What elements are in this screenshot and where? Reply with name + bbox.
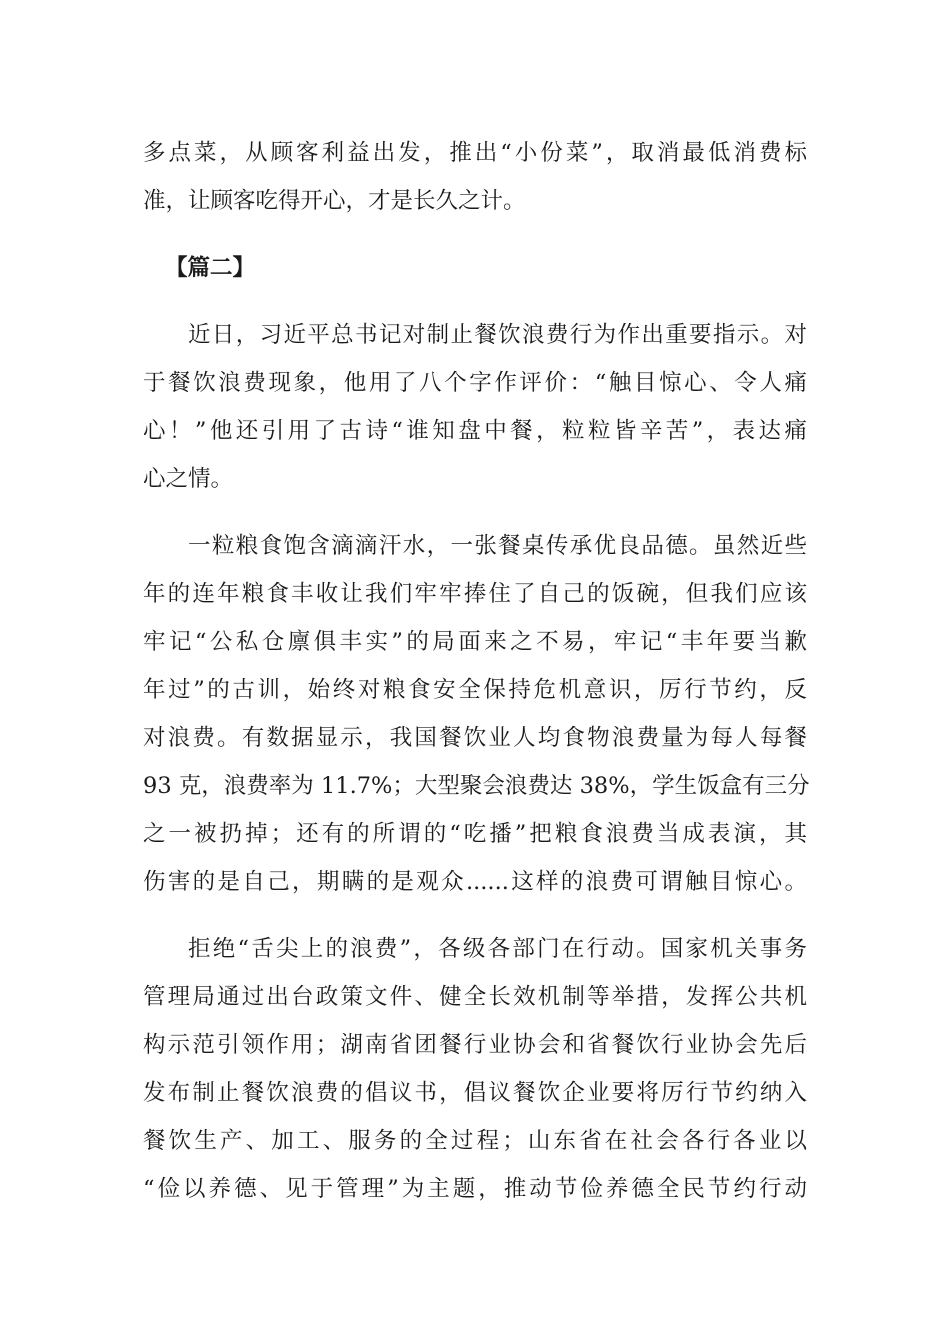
paragraph-3 xyxy=(143,925,807,1213)
text-line: 对浪费。有数据显示，我国餐饮业人均食物浪费量为每人每餐 xyxy=(143,725,807,751)
text-line: 93 克，浪费率为 11.7%；大型聚会浪费达 38%，学生饭盒有三分 xyxy=(143,773,810,799)
text-line: 管理局通过出台政策文件、健全长效机制等举措，发挥公共机 xyxy=(143,984,807,1010)
text-line: 餐饮生产、加工、服务的全过程；山东省在社会各行各业以 xyxy=(143,1128,807,1154)
continuation-paragraph xyxy=(143,129,807,225)
text-line: 之一被扔掉；还有的所谓的“吃播”把粮食浪费当成表演，其 xyxy=(143,821,807,847)
text-line: 于餐饮浪费现象，他用了八个字作评价：“触目惊心、令人痛 xyxy=(143,370,807,396)
text-line: 准，让顾客吃得开心，才是长久之计。 xyxy=(143,188,526,214)
text-line: 近日，习近平总书记对制止餐饮浪费行为作出重要指示。对 xyxy=(188,322,807,348)
text-line: 牢记“公私仓廪俱丰实”的局面来之不易，牢记“丰年要当歉 xyxy=(143,629,807,655)
paragraph-1 xyxy=(143,311,807,503)
text-line: 伤害的是自己，期瞒的是观众......这样的浪费可谓触目惊心。 xyxy=(143,869,807,895)
text-line: 年的连年粮食丰收让我们牢牢捧住了自己的饭碗，但我们应该 xyxy=(143,581,807,607)
text-line: 年过”的古训，始终对粮食安全保持危机意识，厉行节约，反 xyxy=(143,677,807,703)
text-line: 构示范引领作用；湖南省团餐行业协会和省餐饮行业协会先后 xyxy=(143,1032,807,1058)
text-line: 拒绝“舌尖上的浪费”，各级各部门在行动。国家机关事务 xyxy=(188,936,807,962)
text-line: 心！”他还引用了古诗“谁知盘中餐，粒粒皆辛苦”，表达痛 xyxy=(143,418,807,444)
paragraph-2 xyxy=(143,522,810,906)
text-line: “俭以养德、见于管理”为主题，推动节俭养德全民节约行动 xyxy=(143,1176,807,1202)
text-line: 一粒粮食饱含滴滴汗水，一张餐桌传承优良品德。虽然近些 xyxy=(188,533,807,559)
document-body xyxy=(143,129,810,1213)
section-heading: 【篇二】 xyxy=(165,255,256,281)
text-line: 发布制止餐饮浪费的倡议书，倡议餐饮企业要将厉行节约纳入 xyxy=(143,1080,807,1106)
text-line: 心之情。 xyxy=(143,466,234,492)
text-line: 多点菜，从顾客利益出发，推出“小份菜”，取消最低消费标 xyxy=(143,140,807,166)
